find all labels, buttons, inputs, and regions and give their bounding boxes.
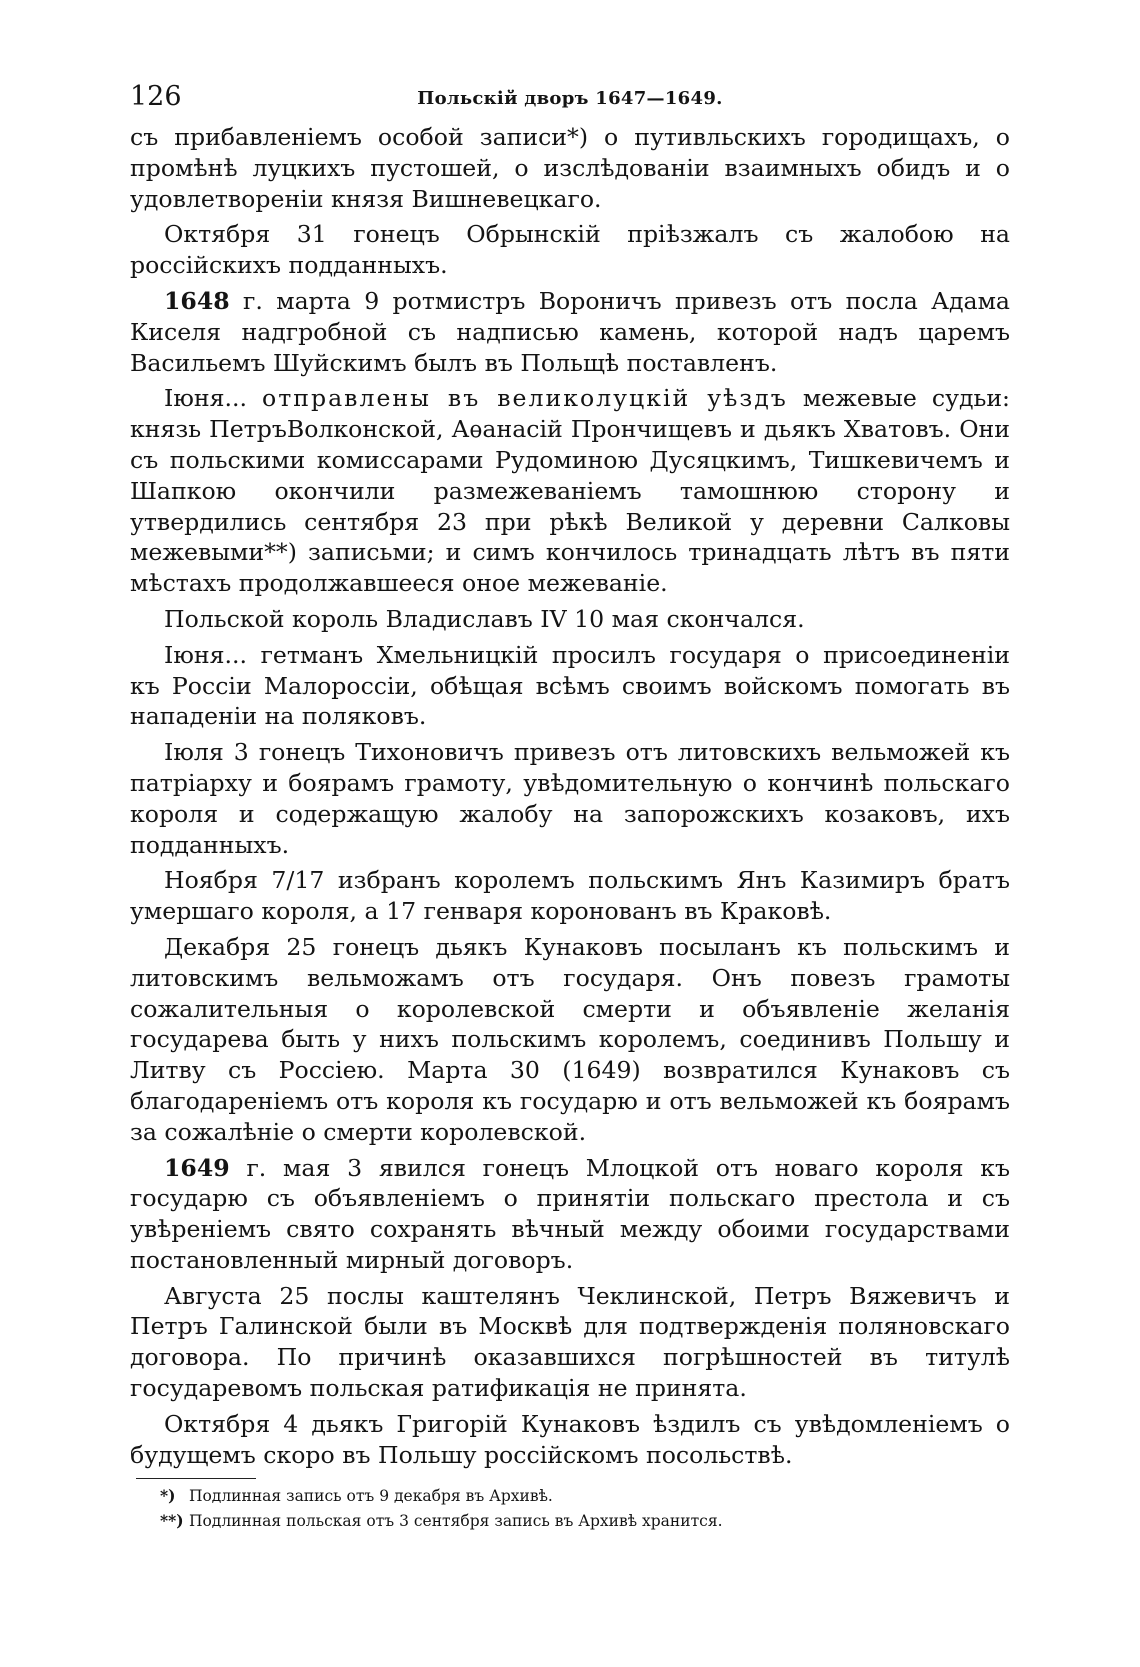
footnote-mark: **) <box>160 1511 184 1531</box>
paragraph: съ прибавленіемъ особой записи*) о путивльскихъ городищахъ, о промѣнѣ луцкихъ пустошей, о изслѣдованіи взаимныхъ обидъ и о удовлетвореніи князя Вишневецкаго. <box>130 123 1010 213</box>
running-title: Польскій дворъ 1647—1649. <box>417 88 723 109</box>
footnote: **) Подлинная польская отъ 3 сентября запись въ Архивѣ хранится. <box>160 1511 723 1531</box>
footnote-mark: *) <box>160 1486 176 1506</box>
main-text <box>130 122 1010 1470</box>
paragraph: 1649 г. мая 3 явился гонецъ Млоцкой отъ новаго короля къ государю съ объявленіемъ о принятіи польскаго престола и съ увѣреніемъ свято сохранять вѣчный между обоими государствами постановленный мирный договоръ. <box>130 1153 1011 1274</box>
paragraph: Октября 31 гонецъ Обрынскій пріѣзжалъ съ жалобою на россійскихъ подданныхъ. <box>130 220 1010 280</box>
page-number: 126 <box>130 81 182 112</box>
year-marker: 1649 <box>164 1153 230 1182</box>
spaced-emphasis: отправлены въ великолуцкій уѣздъ <box>262 384 788 413</box>
paragraph: Іюня... отправлены въ великолуцкій уѣздъ межевые судьи: князь ПетръВолконской, Аѳанасій Прончищевъ и дьякъ Хватовъ. Они съ польскими комиссарами Рудоминою Дусяцкимъ, Тишкевичемъ и Шапкою окончили размежеваніемъ тамошнюю сторону и утвердились сентября 23 при рѣкѣ Великой у деревни Салковы межевыми**) записьми; и симъ кончилось тринадцать лѣтъ въ пяти мѣстахъ продолжавшееся оное межеваніе. <box>130 384 1010 598</box>
paragraph: Октября 4 дьякъ Григорій Кунаковъ ѣздилъ съ увѣдомленіемъ о будущемъ скоро въ Польшу россійскомъ посольствѣ. <box>130 1409 1010 1469</box>
page-header <box>130 82 1010 122</box>
footnote: *) Подлинная запись отъ 9 декабря въ Архивѣ. <box>160 1486 553 1506</box>
paragraph: Декабря 25 гонецъ дьякъ Кунаковъ посыланъ къ польскимъ и литовскимъ вельможамъ отъ государя. Онъ повезъ грамоты сожалительныя о королевской смерти и объявленіе желанія государева быть у нихъ польскимъ королемъ, соединивъ Польшу и Литву съ Россіею. Марта 30 (1649) возвратился Кунаковъ съ благодареніемъ отъ короля къ государю и отъ вельможей къ боярамъ за сожалѣніе о смерти королевской. <box>130 932 1010 1146</box>
year-marker: 1648 <box>164 286 230 315</box>
paragraph: Іюня... гетманъ Хмельницкій просилъ государя о присоединеніи къ Россіи Малороссіи, обѣщая всѣмъ своимъ войскомъ помогать въ нападеніи на поляковъ. <box>130 640 1010 731</box>
paragraph: 1648 г. марта 9 ротмистръ Вороничъ привезъ отъ посла Адама Киселя надгробной съ надписью камень, которой надъ царемъ Васильемъ Шуйскимъ былъ въ Польщѣ поставленъ. <box>130 286 1010 377</box>
footnote-divider <box>136 1478 256 1479</box>
paragraph: Августа 25 послы каштелянъ Чеклинской, Петръ Вяжевичъ и Петръ Галинской были въ Москвѣ для подтвержденія поляновскаго договора. По причинѣ оказавшихся погрѣшностей въ титулѣ государевомъ польская ратификація не принята. <box>130 1281 1010 1403</box>
footnotes <box>130 1485 1010 1532</box>
paragraph: Іюля 3 гонецъ Тихоновичъ привезъ отъ литовскихъ вельможей къ патріарху и боярамъ грамоту, увѣдомительную о кончинѣ польскаго короля и содержащую жалобу на запорожскихъ козаковъ, ихъ подданныхъ. <box>130 738 1010 859</box>
book-page <box>130 82 1010 1535</box>
paragraph: Ноября 7/17 избранъ королемъ польскимъ Янъ Казимиръ братъ умершаго короля, а 17 генваря коронованъ въ Краковѣ. <box>130 866 1010 926</box>
paragraph: Польской король Владиславъ IV 10 мая скончался. <box>164 604 805 633</box>
